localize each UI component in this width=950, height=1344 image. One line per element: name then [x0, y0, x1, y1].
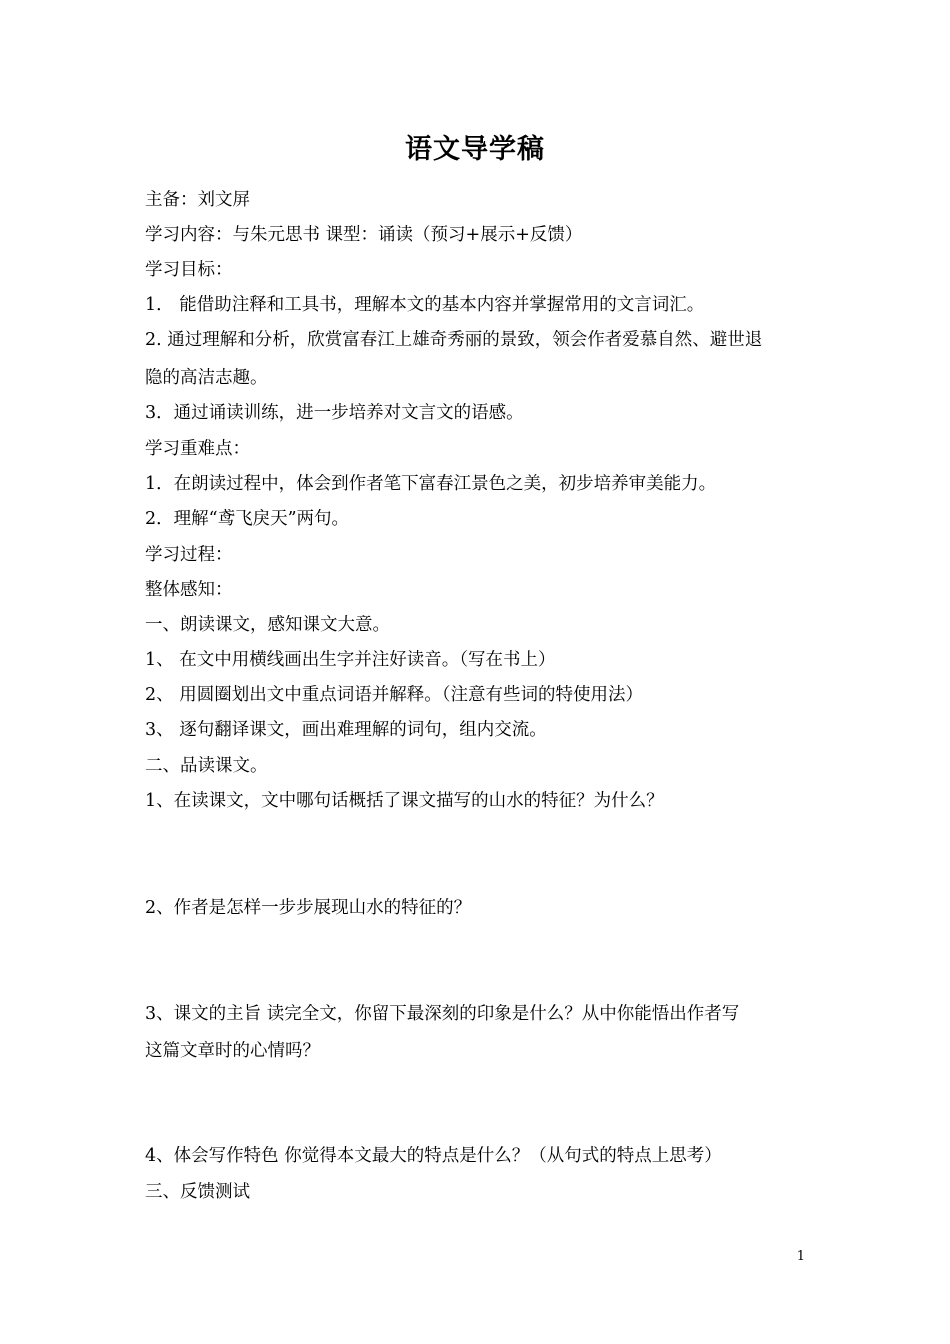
overall-perception-heading: 整体感知： [145, 580, 233, 600]
author-line: 主备：刘文屏 [145, 190, 250, 210]
question-item: 4、体会写作特色 你觉得本文最大的特点是什么？（从句式的特点上思考） [145, 1146, 722, 1166]
section-heading: 一、朗读课文，感知课文大意。 [145, 615, 390, 635]
objective-item-continued: 隐的高洁志趣。 [145, 368, 268, 388]
section-heading: 二、品读课文。 [145, 756, 268, 776]
question-item: 1、在读课文，文中哪句话概括了课文描写的山水的特征？为什么？ [145, 791, 664, 811]
page-title: 语文导学稿 [405, 134, 545, 165]
objective-item: 3．通过诵读训练，进一步培养对文言文的语感。 [145, 403, 524, 423]
objective-item: 2. 通过理解和分析，欣赏富春江上雄奇秀丽的景致，领会作者爱慕自然、避世退 [145, 330, 763, 350]
key-point-item: 1．在朗读过程中，体会到作者笔下富春江景色之美，初步培养审美能力。 [145, 474, 717, 494]
task-item: 3、 逐句翻译课文，画出难理解的词句，组内交流。 [145, 720, 547, 740]
process-heading: 学习过程： [145, 545, 233, 565]
question-item: 2、作者是怎样一步步展现山水的特征的？ [145, 898, 472, 918]
task-item: 2、 用圆圈划出文中重点词语并解释。（注意有些词的特使用法） [145, 685, 643, 705]
section-heading: 三、反馈测试 [145, 1182, 250, 1202]
objective-item: 1． 能借助注释和工具书，理解本文的基本内容并掌握常用的文言词汇。 [145, 295, 705, 315]
content-type-line: 学习内容：与朱元思书 课型：诵读（预习+展示+反馈） [145, 225, 583, 245]
key-points-heading: 学习重难点： [145, 439, 250, 459]
key-point-item: 2．理解“鸢飞戾天”两句。 [145, 509, 350, 529]
page-number: 1 [796, 1249, 805, 1264]
objectives-heading: 学习目标： [145, 260, 233, 280]
task-item: 1、 在文中用横线画出生字并注好读音。（写在书上） [145, 650, 556, 670]
question-item-continued: 这篇文章时的心情吗？ [145, 1041, 320, 1061]
question-item: 3、课文的主旨 读完全文，你留下最深刻的印象是什么？从中你能悟出作者写 [145, 1004, 740, 1024]
